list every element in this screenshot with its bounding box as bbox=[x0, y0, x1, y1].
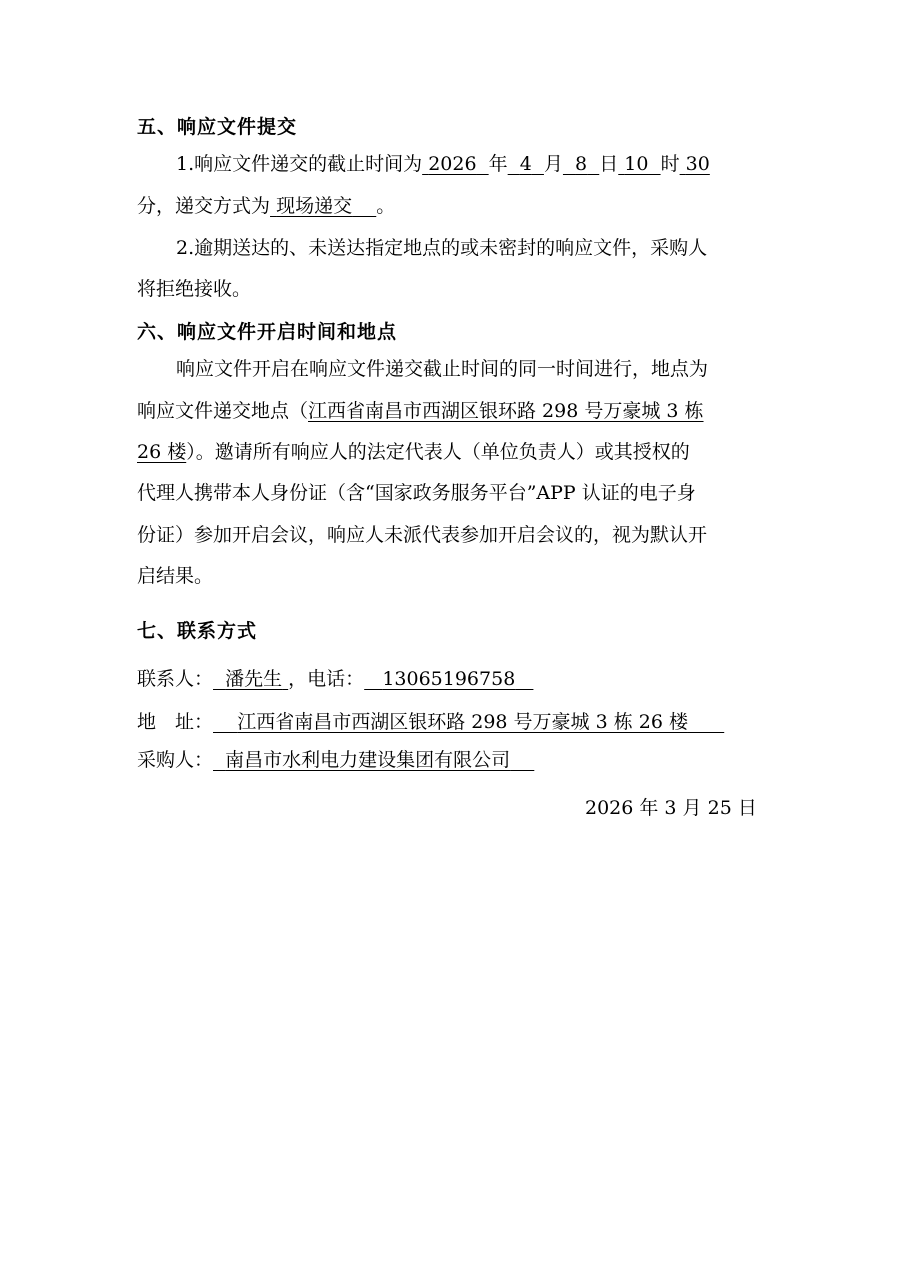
opening-address-part2: 26 楼 bbox=[137, 441, 187, 463]
section5-item2-line2: 将拒绝接收。 bbox=[137, 278, 252, 300]
item1-text-b: 分，递交方式为 bbox=[137, 195, 271, 217]
deadline-minute: 30 bbox=[685, 153, 710, 175]
phone-label: ，电话： bbox=[288, 668, 365, 690]
deadline-year: 2026 bbox=[428, 153, 477, 175]
month-unit: 月 bbox=[543, 153, 563, 175]
section5-item1-line2 bbox=[137, 193, 395, 219]
document-date: 2026 年 3 月 25 日 bbox=[585, 797, 757, 819]
contact-name: 潘先生 bbox=[225, 668, 283, 690]
year-unit: 年 bbox=[488, 153, 508, 175]
buyer-label: 采购人： bbox=[137, 749, 214, 771]
section6-line5: 份证）参加开启会议，响应人未派代表参加开启会议的，视为默认开 bbox=[137, 524, 708, 546]
contact-address: 江西省南昌市西湖区银环路 298 号万豪城 3 栋 26 楼 bbox=[237, 711, 688, 733]
contact-line bbox=[137, 666, 533, 692]
section5-item1-line1 bbox=[176, 151, 710, 177]
deadline-hour: 10 bbox=[624, 153, 649, 175]
contact-label: 联系人： bbox=[137, 668, 214, 690]
deadline-month: 4 bbox=[519, 153, 532, 175]
section6-line3-text: ）。邀请所有响应人的法定代表人（单位负责人）或其授权的 bbox=[186, 441, 690, 463]
section5-item2-line1: 2.逾期送达的、未送达指定地点的或未密封的响应文件，采购人 bbox=[176, 237, 708, 259]
section6-line4: 代理人携带本人身份证（含“国家政务服务平台”APP 认证的电子身 bbox=[137, 482, 696, 504]
item1-text-c: 。 bbox=[376, 195, 396, 217]
section6-heading: 六、响应文件开启时间和地点 bbox=[137, 321, 398, 343]
section6-line1: 响应文件开启在响应文件递交截止时间的同一时间进行，地点为 bbox=[176, 358, 709, 380]
day-unit: 日 bbox=[599, 153, 619, 175]
opening-address-part1: 江西省南昌市西湖区银环路 298 号万豪城 3 栋 bbox=[308, 400, 704, 422]
deadline-day: 8 bbox=[575, 153, 588, 175]
address-line bbox=[137, 709, 724, 735]
submission-method: 现场递交 bbox=[276, 195, 353, 217]
buyer-line bbox=[137, 747, 534, 773]
contact-phone: 13065196758 bbox=[382, 668, 516, 690]
section6-line6: 启结果。 bbox=[137, 565, 214, 587]
section7-heading: 七、联系方式 bbox=[137, 620, 258, 642]
section5-heading: 五、响应文件提交 bbox=[137, 116, 298, 138]
section6-line3 bbox=[137, 439, 690, 465]
section6-line2 bbox=[137, 398, 704, 424]
buyer-name: 南昌市水利电力建设集团有限公司 bbox=[225, 749, 511, 771]
hour-unit: 时 bbox=[660, 153, 680, 175]
section6-line2-text: 响应文件递交地点（ bbox=[137, 400, 309, 422]
address-label: 地 址： bbox=[137, 711, 214, 733]
item1-text-a: 1.响应文件递交的截止时间为 bbox=[176, 153, 423, 175]
